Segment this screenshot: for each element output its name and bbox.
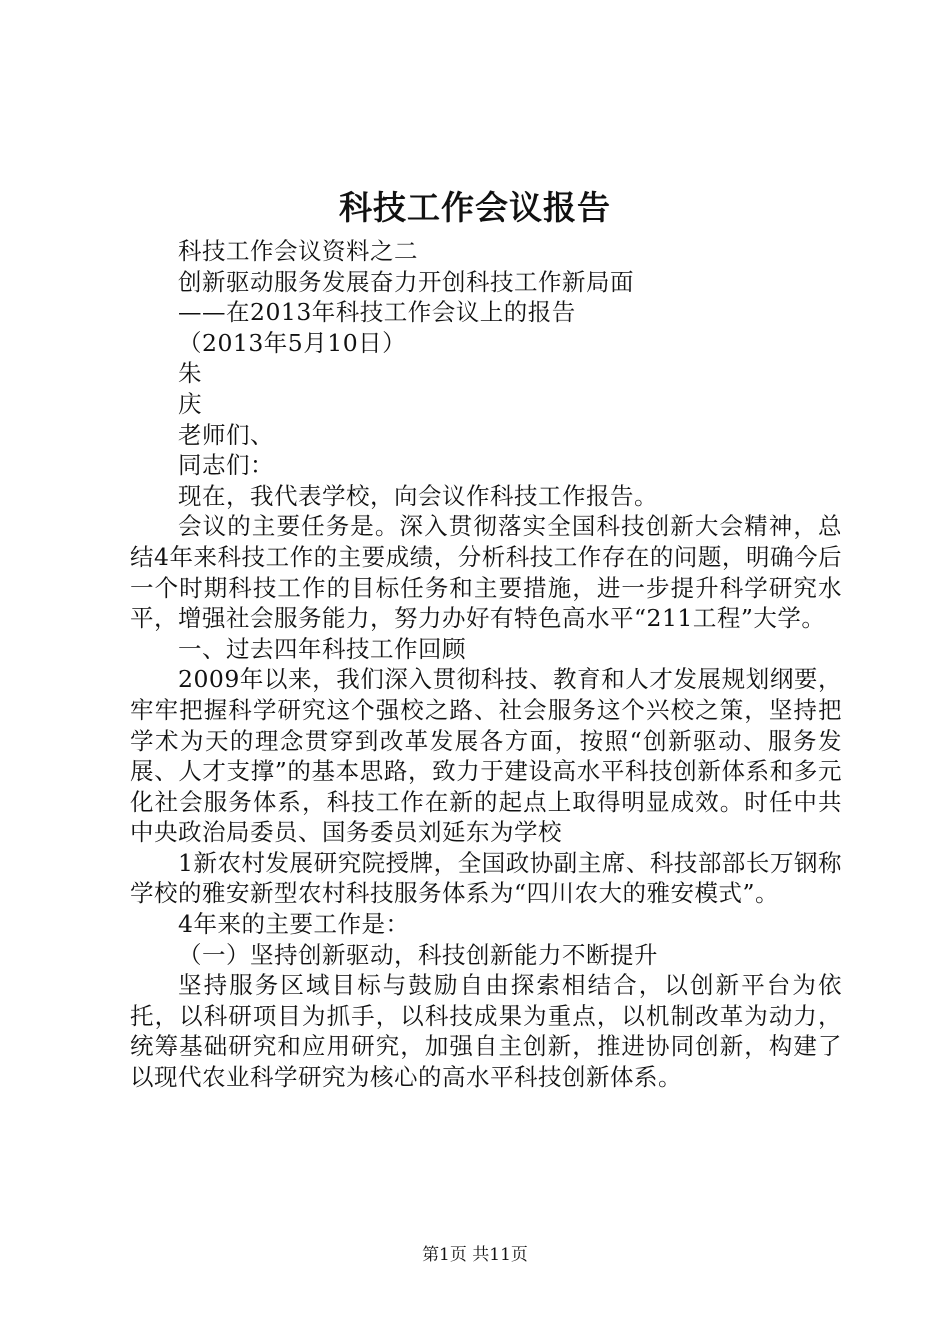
paragraph-main-tasks: 会议的主要任务是。深入贯彻落实全国科技创新大会精神，总结4年来科技工作的主要成绩，分析科技工作存在的问题，明确今后一个时期科技工作的目标任务和主要措施，进一步提升科学研究水平，增强社会服务能力，努力办好有特色高水平“211工程”大学。 — [130, 512, 842, 633]
report-headline: 创新驱动服务发展奋力开创科技工作新局面 — [178, 267, 634, 296]
report-subtitle: ——在2013年科技工作会议上的报告 — [178, 298, 576, 327]
section-heading-review: 一、过去四年科技工作回顾 — [178, 634, 466, 663]
page-footer: 第1页 共11页 — [422, 1245, 528, 1265]
paragraph-ya-an-model: 1新农村发展研究院授牌，全国政协副主席、科技部部长万钢称学校的雅安新型农村科技服务体系为“四川农大的雅安模式”。 — [130, 848, 842, 908]
salutation-teachers: 老师们、 — [178, 420, 274, 449]
author-surname: 朱 — [178, 359, 202, 388]
subheading-innovation: （一）坚持创新驱动，科技创新能力不断提升 — [178, 940, 658, 969]
author-given-name: 庆 — [178, 389, 202, 418]
page-title: 科技工作会议报告 — [339, 188, 611, 227]
report-date: （2013年5月10日） — [178, 328, 407, 357]
paragraph-innovation-system: 坚持服务区域目标与鼓励自由探索相结合，以创新平台为依托，以科研项目为抓手，以科技成果为重点，以机制改革为动力，统筹基础研究和应用研究，加强自主创新，推进协同创新，构建了以现代农业科学研究为核心的高水平科技创新体系。 — [130, 971, 842, 1092]
subheading-main-work: 4年来的主要工作是： — [178, 910, 410, 939]
opening-sentence: 现在，我代表学校，向会议作科技工作报告。 — [178, 481, 658, 510]
salutation-comrades: 同志们： — [178, 451, 274, 480]
material-label: 科技工作会议资料之二 — [178, 237, 418, 265]
document-body — [130, 236, 842, 1093]
paragraph-since-2009: 2009年以来，我们深入贯彻科技、教育和人才发展规划纲要，牢牢把握科学研究这个强校之路、社会服务这个兴校之策，坚持把学术为天的理念贯穿到改革发展各方面，按照“创新驱动、服务发展、人才支撑”的基本思路，致力于建设高水平科技创新体系和多元化社会服务体系，科技工作在新的起点上取得明显成效。时任中共中央政治局委员、国务委员刘延东为学校 — [130, 665, 842, 847]
